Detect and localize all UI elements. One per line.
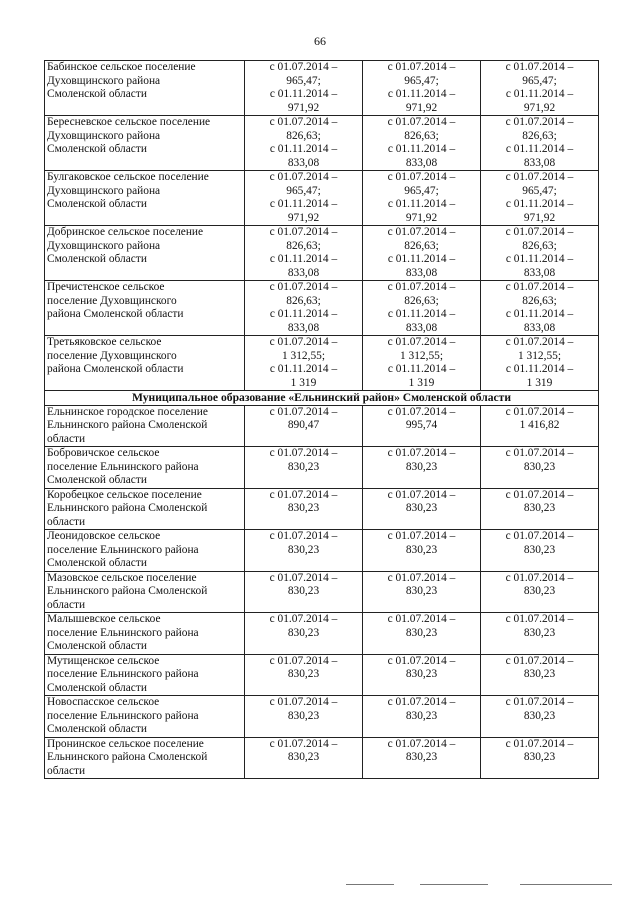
tariff-value-line: с 01.11.2014 – — [387, 88, 456, 100]
tariff-value-3 — [481, 281, 599, 336]
tariff-value-3 — [481, 447, 599, 489]
tariff-value-line: 833,08 — [523, 156, 556, 169]
tariff-value-line: 830,23 — [287, 668, 320, 680]
tariff-value-1 — [245, 61, 363, 116]
settlement-name — [45, 171, 245, 226]
tariff-value-line: с 01.07.2014 – — [387, 571, 456, 584]
tariff-value-line: с 01.07.2014 – — [269, 737, 338, 750]
tariff-value-line: с 01.11.2014 – — [269, 308, 338, 320]
tariff-value-line: 965,47; — [522, 184, 557, 197]
settlement-name-line: Бересневское сельское поселение — [47, 116, 211, 128]
tariff-value-line: 965,47; — [404, 184, 439, 197]
settlement-name-line: Духовщинского района — [47, 239, 161, 252]
tariff-value-line: с 01.11.2014 – — [387, 143, 456, 155]
table-row — [45, 226, 599, 281]
tariff-value-3 — [481, 61, 599, 116]
settlement-name-line: Смоленской области — [47, 557, 147, 569]
tariff-value-line: 830,23 — [405, 585, 438, 597]
tariff-value-1 — [245, 447, 363, 489]
settlement-name-line: поселение Духовщинского — [47, 294, 177, 307]
tariff-value-line: 830,23 — [287, 502, 320, 514]
tariff-value-line: с 01.11.2014 – — [269, 143, 338, 155]
settlement-name-line: Булгаковское сельское поселение — [47, 171, 209, 183]
tariff-value-line: с 01.07.2014 – — [387, 696, 456, 708]
tariff-value-line: 833,08 — [523, 321, 556, 334]
tariff-value-line: 830,23 — [405, 709, 438, 722]
tariff-value-line: с 01.07.2014 – — [505, 654, 574, 667]
tariff-value-line: с 01.07.2014 – — [505, 613, 574, 625]
settlement-name — [45, 447, 245, 489]
settlement-name — [45, 405, 245, 447]
tariff-value-line: 830,23 — [287, 709, 320, 722]
settlement-name — [45, 226, 245, 281]
tariff-value-line: с 01.07.2014 – — [269, 613, 338, 625]
settlement-name-line: Ельнинского района Смоленской — [47, 419, 208, 431]
tariff-value-line: 830,23 — [523, 709, 556, 722]
tariff-value-line: с 01.11.2014 – — [269, 363, 338, 375]
tariff-value-line: с 01.07.2014 – — [387, 737, 456, 750]
tariff-value-1 — [245, 696, 363, 738]
table-row — [45, 61, 599, 116]
settlement-name-line: Третьяковское сельское — [47, 336, 162, 348]
settlement-name — [45, 281, 245, 336]
settlement-name-line: поселение Ельнинского района — [47, 626, 199, 639]
tariff-value-line: с 01.11.2014 – — [387, 253, 456, 265]
settlement-name-line: Ельнинского района Смоленской — [47, 502, 208, 514]
tariff-value-line: с 01.11.2014 – — [505, 363, 574, 375]
tariff-value-line: с 01.07.2014 – — [269, 530, 338, 542]
table-row — [45, 171, 599, 226]
tariff-value-2 — [363, 171, 481, 226]
tariff-value-line: с 01.07.2014 – — [269, 336, 338, 348]
tariff-value-2 — [363, 571, 481, 613]
tariff-value-line: 833,08 — [287, 266, 320, 279]
tariff-value-1 — [245, 405, 363, 447]
tariff-value-line: 830,23 — [405, 751, 438, 763]
settlement-name-line: Ельнинское городское поселение — [47, 405, 208, 418]
tariff-value-2 — [363, 405, 481, 447]
tariff-value-1 — [245, 281, 363, 336]
tariff-value-3 — [481, 737, 599, 779]
tariff-value-line: 830,23 — [523, 585, 556, 597]
tariff-value-line: 833,08 — [405, 266, 438, 279]
settlement-name-line: области — [47, 764, 86, 777]
tariff-value-line: 971,92 — [287, 101, 320, 114]
tariff-value-line: с 01.07.2014 – — [387, 336, 456, 348]
section-heading: Муниципальное образование «Ельнинский район» Смоленской области — [45, 391, 599, 406]
tariff-value-line: 965,47; — [286, 184, 321, 197]
tariff-value-line: 830,23 — [405, 543, 438, 556]
tariff-value-line: 995,74 — [405, 419, 438, 431]
tariff-value-line: с 01.11.2014 – — [387, 198, 456, 210]
settlement-name-line: Ельнинского района Смоленской — [47, 585, 208, 597]
settlement-name-line: области — [47, 598, 86, 611]
tariff-value-line: с 01.11.2014 – — [269, 198, 338, 210]
tariff-value-2 — [363, 488, 481, 530]
settlement-name-line: Мутищенское сельское — [47, 654, 160, 667]
tariff-value-line: 965,47; — [404, 74, 439, 87]
settlement-name — [45, 737, 245, 779]
tariff-value-3 — [481, 171, 599, 226]
tariff-value-line: 830,23 — [405, 460, 438, 473]
settlement-name — [45, 613, 245, 655]
table-row — [45, 281, 599, 336]
settlement-name-line: Смоленской области — [47, 681, 147, 694]
tariff-value-1 — [245, 116, 363, 171]
tariff-value-line: 971,92 — [405, 211, 438, 224]
tariff-value-line: с 01.07.2014 – — [387, 488, 456, 501]
settlement-name-line: Смоленской области — [47, 723, 147, 735]
tariff-value-line: с 01.07.2014 – — [269, 654, 338, 667]
settlement-name-line: Духовщинского района — [47, 74, 161, 87]
settlement-name-line: поселение Ельнинского района — [47, 543, 199, 556]
tariff-value-line: с 01.07.2014 – — [505, 116, 574, 128]
tariff-value-1 — [245, 613, 363, 655]
tariff-value-line: с 01.07.2014 – — [505, 171, 574, 183]
table-row — [45, 613, 599, 655]
tariff-value-line: с 01.07.2014 – — [505, 696, 574, 708]
tariff-value-line: 830,23 — [523, 751, 556, 763]
settlement-name-line: поселение Духовщинского — [47, 349, 177, 362]
tariff-value-2 — [363, 530, 481, 572]
tariff-value-line: с 01.07.2014 – — [387, 654, 456, 667]
tariff-value-line: с 01.07.2014 – — [269, 116, 338, 128]
tariff-value-line: 826,63; — [522, 239, 557, 252]
tariff-value-line: 971,92 — [405, 101, 438, 114]
settlement-name — [45, 696, 245, 738]
tariff-value-1 — [245, 654, 363, 696]
tariff-value-line: 830,23 — [287, 460, 320, 473]
tariff-value-2 — [363, 336, 481, 391]
tariff-value-line: с 01.07.2014 – — [269, 447, 338, 459]
tariff-value-line: 1 319 — [290, 376, 317, 389]
tariff-value-2 — [363, 737, 481, 779]
tariff-value-line: с 01.07.2014 – — [505, 488, 574, 501]
page-number: 66 — [314, 34, 326, 48]
tariff-value-line: с 01.07.2014 – — [505, 530, 574, 542]
tariff-value-2 — [363, 226, 481, 281]
tariff-value-line: 830,23 — [523, 543, 556, 556]
tariff-value-line: с 01.07.2014 – — [505, 447, 574, 459]
tariff-value-line: с 01.07.2014 – — [505, 405, 574, 418]
tariff-value-line: с 01.11.2014 – — [387, 363, 456, 375]
settlement-name-line: Мазовское сельское поселение — [47, 571, 197, 584]
tariff-value-line: с 01.07.2014 – — [505, 571, 574, 584]
settlement-name-line: поселение Ельнинского района — [47, 668, 199, 680]
tariff-value-line: с 01.07.2014 – — [269, 571, 338, 584]
settlement-name-line: Малышевское сельское — [47, 613, 161, 625]
tariff-table-body — [45, 61, 599, 779]
tariff-value-line: с 01.07.2014 – — [505, 61, 574, 73]
tariff-value-2 — [363, 61, 481, 116]
settlement-name-line: поселение Ельнинского района — [47, 709, 199, 722]
table-row — [45, 488, 599, 530]
tariff-value-line: 971,92 — [287, 211, 320, 224]
settlement-name-line: Бабинское сельское поселение — [47, 61, 196, 73]
tariff-value-line: с 01.11.2014 – — [269, 253, 338, 265]
tariff-value-line: 833,08 — [405, 156, 438, 169]
tariff-value-line: 830,23 — [287, 585, 320, 597]
tariff-value-line: 826,63; — [286, 129, 321, 142]
tariff-value-line: 826,63; — [404, 294, 439, 307]
settlement-name-line: Добринское сельское поселение — [47, 226, 204, 238]
tariff-value-line: с 01.07.2014 – — [505, 336, 574, 348]
tariff-value-3 — [481, 116, 599, 171]
tariff-value-line: с 01.07.2014 – — [269, 281, 338, 293]
table-row — [45, 571, 599, 613]
settlement-name-line: Смоленской области — [47, 474, 147, 486]
tariff-value-line: 830,23 — [523, 460, 556, 473]
tariff-value-line: с 01.07.2014 – — [505, 281, 574, 293]
tariff-value-3 — [481, 613, 599, 655]
tariff-value-3 — [481, 336, 599, 391]
tariff-value-line: 830,23 — [523, 668, 556, 680]
tariff-value-line: 890,47 — [287, 419, 320, 431]
tariff-value-line: с 01.07.2014 – — [269, 61, 338, 73]
tariff-value-line: 826,63; — [404, 239, 439, 252]
tariff-value-line: 826,63; — [286, 239, 321, 252]
tariff-value-line: 830,23 — [523, 626, 556, 639]
tariff-value-line: 830,23 — [523, 502, 556, 514]
settlement-name-line: Пречистенское сельское — [47, 281, 165, 293]
tariff-value-2 — [363, 447, 481, 489]
tariff-value-line: 1 319 — [526, 376, 553, 389]
tariff-value-line: с 01.11.2014 – — [505, 308, 574, 320]
tariff-value-1 — [245, 737, 363, 779]
tariff-value-line: с 01.11.2014 – — [505, 198, 574, 210]
tariff-value-line: с 01.07.2014 – — [387, 116, 456, 128]
tariff-value-line: с 01.11.2014 – — [505, 88, 574, 100]
settlement-name-line: Духовщинского района — [47, 184, 161, 197]
tariff-table — [44, 60, 599, 779]
settlement-name-line: поселение Ельнинского района — [47, 460, 199, 473]
section-heading-row — [45, 391, 599, 406]
tariff-value-line: 830,23 — [287, 626, 320, 639]
tariff-value-line: с 01.07.2014 – — [505, 737, 574, 750]
tariff-value-line: 1 312,55; — [517, 349, 562, 362]
tariff-value-3 — [481, 654, 599, 696]
tariff-value-2 — [363, 116, 481, 171]
settlement-name-line: области — [47, 432, 86, 445]
tariff-value-line: с 01.07.2014 – — [387, 61, 456, 73]
tariff-value-3 — [481, 530, 599, 572]
table-row — [45, 116, 599, 171]
tariff-value-3 — [481, 405, 599, 447]
tariff-value-1 — [245, 336, 363, 391]
table-row — [45, 336, 599, 391]
tariff-value-line: с 01.07.2014 – — [387, 171, 456, 183]
settlement-name-line: района Смоленской области — [47, 308, 184, 320]
tariff-value-line: 830,23 — [287, 543, 320, 556]
tariff-value-line: с 01.07.2014 – — [269, 696, 338, 708]
tariff-value-line: с 01.07.2014 – — [269, 488, 338, 501]
settlement-name — [45, 530, 245, 572]
tariff-value-2 — [363, 281, 481, 336]
tariff-value-line: 830,23 — [405, 502, 438, 514]
tariff-value-line: с 01.07.2014 – — [505, 226, 574, 238]
tariff-value-line: с 01.07.2014 – — [269, 171, 338, 183]
table-row — [45, 405, 599, 447]
tariff-value-line: с 01.07.2014 – — [387, 226, 456, 238]
settlement-name-line: Смоленской области — [47, 198, 147, 210]
settlement-name — [45, 488, 245, 530]
tariff-value-line: 1 312,55; — [399, 349, 444, 362]
settlement-name — [45, 336, 245, 391]
tariff-value-1 — [245, 488, 363, 530]
settlement-name-line: Смоленской области — [47, 143, 147, 155]
table-row — [45, 737, 599, 779]
settlement-name — [45, 571, 245, 613]
table-row — [45, 654, 599, 696]
tariff-value-line: с 01.11.2014 – — [505, 253, 574, 265]
tariff-value-2 — [363, 654, 481, 696]
footer-rule — [0, 884, 640, 888]
tariff-value-line: с 01.11.2014 – — [387, 308, 456, 320]
tariff-value-line: 833,08 — [287, 156, 320, 169]
tariff-value-3 — [481, 696, 599, 738]
tariff-value-1 — [245, 571, 363, 613]
tariff-value-line: 833,08 — [523, 266, 556, 279]
tariff-value-line: 833,08 — [287, 321, 320, 334]
settlement-name-line: Смоленской области — [47, 253, 147, 265]
settlement-name-line: Смоленской области — [47, 640, 147, 652]
settlement-name-line: района Смоленской области — [47, 363, 184, 375]
tariff-value-line: с 01.11.2014 – — [269, 88, 338, 100]
tariff-value-line: 830,23 — [287, 751, 320, 763]
settlement-name-line: Бобровичское сельское — [47, 447, 160, 459]
settlement-name-line: Ельнинского района Смоленской — [47, 751, 208, 763]
tariff-value-line: 971,92 — [523, 101, 556, 114]
tariff-value-line: 965,47; — [286, 74, 321, 87]
tariff-value-line: с 01.07.2014 – — [387, 530, 456, 542]
tariff-value-line: 833,08 — [405, 321, 438, 334]
tariff-value-line: 826,63; — [522, 129, 557, 142]
tariff-value-line: 830,23 — [405, 626, 438, 639]
tariff-value-1 — [245, 171, 363, 226]
settlement-name-line: Новоспасское сельское — [47, 696, 160, 708]
tariff-value-line: с 01.07.2014 – — [387, 613, 456, 625]
tariff-value-line: с 01.11.2014 – — [505, 143, 574, 155]
tariff-value-line: 830,23 — [405, 668, 438, 680]
tariff-value-line: 965,47; — [522, 74, 557, 87]
table-row — [45, 447, 599, 489]
settlement-name-line: Смоленской области — [47, 88, 147, 100]
table-row — [45, 696, 599, 738]
tariff-value-line: с 01.07.2014 – — [269, 405, 338, 418]
tariff-value-line: 826,63; — [522, 294, 557, 307]
settlement-name — [45, 116, 245, 171]
tariff-value-line: с 01.07.2014 – — [387, 281, 456, 293]
tariff-value-3 — [481, 226, 599, 281]
tariff-value-line: 1 319 — [408, 376, 435, 389]
tariff-value-3 — [481, 488, 599, 530]
settlement-name — [45, 61, 245, 116]
tariff-value-line: с 01.07.2014 – — [269, 226, 338, 238]
tariff-value-line: 1 312,55; — [281, 349, 326, 362]
tariff-value-line: 826,63; — [404, 129, 439, 142]
table-row — [45, 530, 599, 572]
tariff-value-1 — [245, 530, 363, 572]
settlement-name-line: области — [47, 515, 86, 528]
tariff-value-line: 971,92 — [523, 211, 556, 224]
tariff-value-line: с 01.07.2014 – — [387, 447, 456, 459]
tariff-value-3 — [481, 571, 599, 613]
settlement-name-line: Коробецкое сельское поселение — [47, 488, 202, 501]
settlement-name — [45, 654, 245, 696]
tariff-value-2 — [363, 613, 481, 655]
settlement-name-line: Леонидовское сельское — [47, 530, 161, 542]
settlement-name-line: Духовщинского района — [47, 129, 161, 142]
tariff-value-line: с 01.07.2014 – — [387, 405, 456, 418]
tariff-value-line: 826,63; — [286, 294, 321, 307]
tariff-value-2 — [363, 696, 481, 738]
tariff-value-line: 1 416,82 — [519, 419, 560, 431]
tariff-value-1 — [245, 226, 363, 281]
settlement-name-line: Пронинское сельское поселение — [47, 737, 204, 750]
